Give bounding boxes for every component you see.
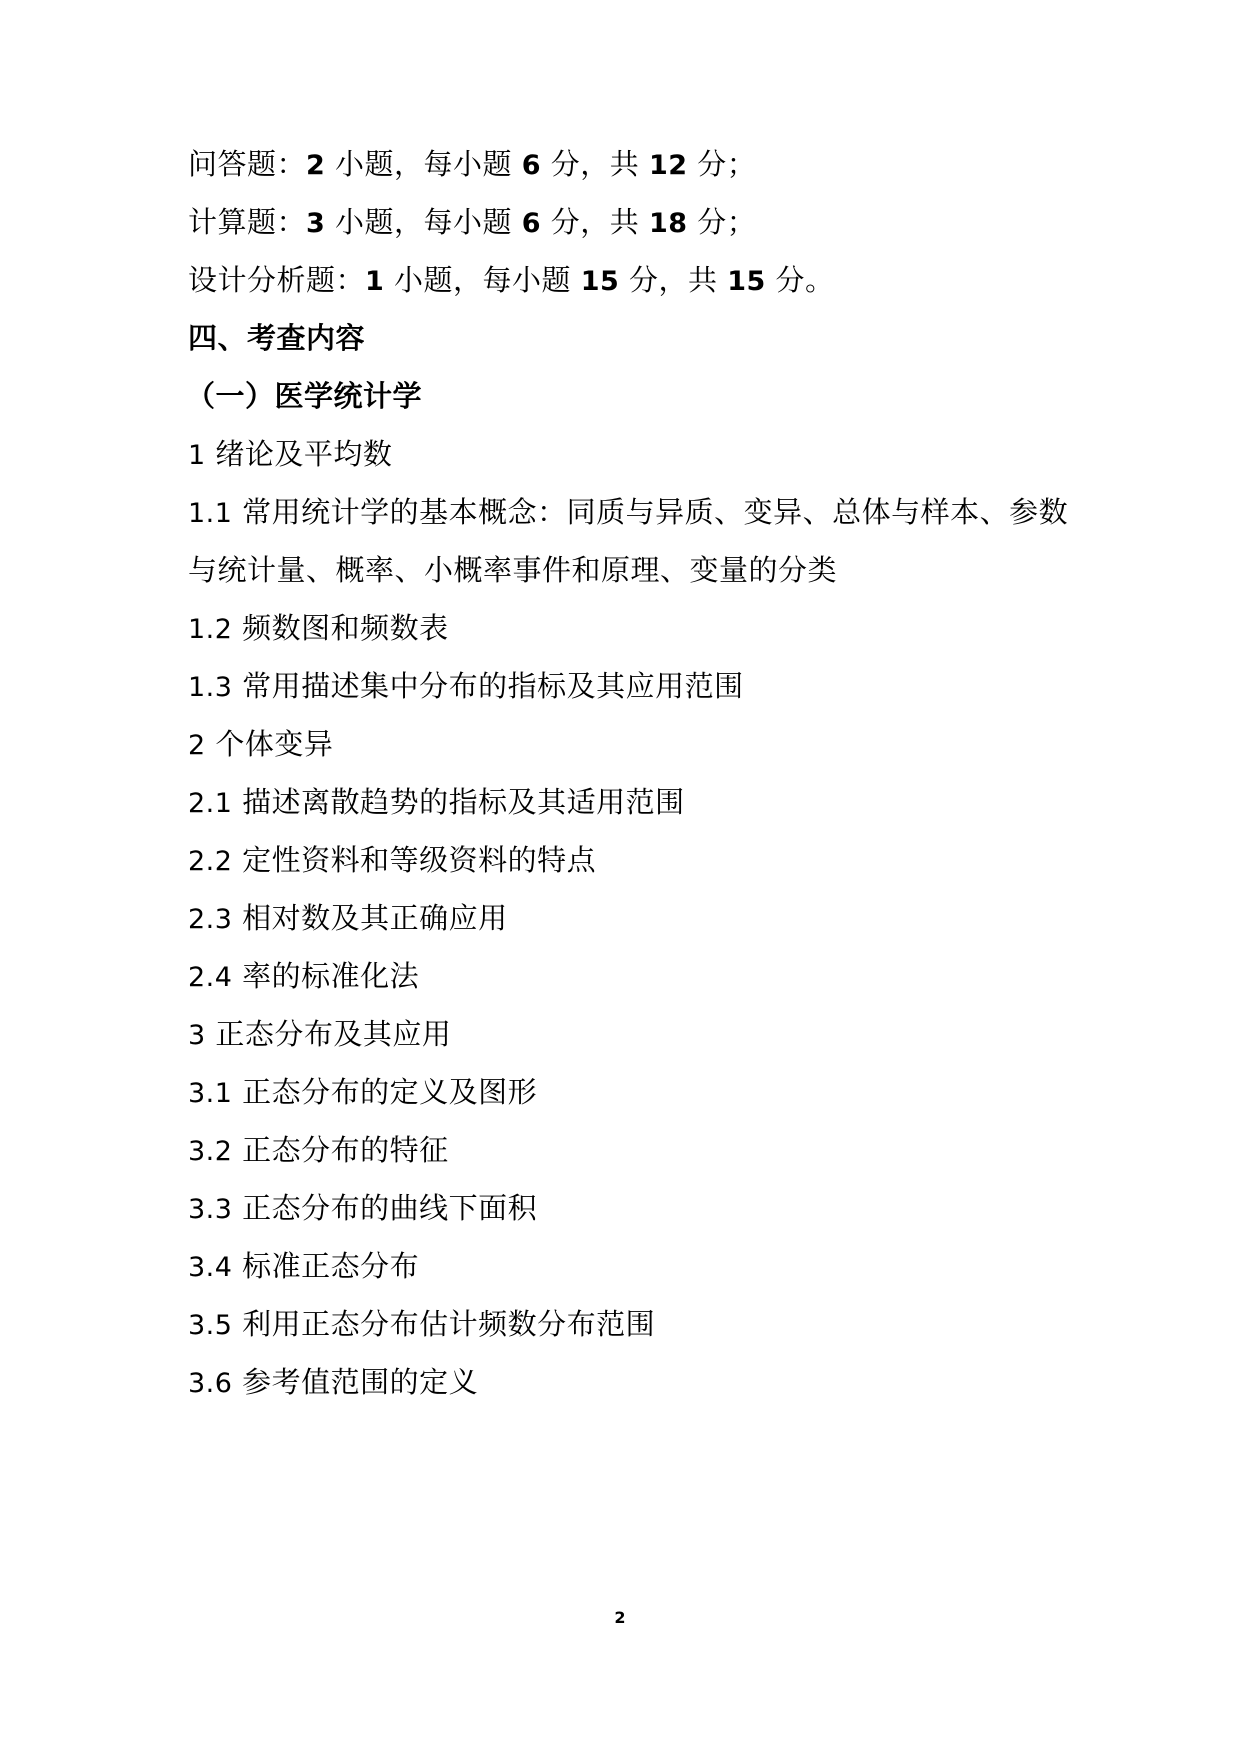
outline-item: [188, 434, 392, 476]
item-text: 常用描述集中分布的指标及其应用范围: [232, 669, 744, 703]
score-line-text: 分，共: [541, 147, 649, 181]
item-text: 标准正态分布: [232, 1249, 420, 1283]
item-text: 利用正态分布估计频数分布范围: [232, 1307, 656, 1341]
item-number: 1.2: [188, 614, 233, 645]
item-text: 与统计量、概率、小概率事件和原理、变量的分类: [188, 553, 838, 587]
item-number: 2.4: [188, 962, 233, 993]
score-line-label: 问答题：: [188, 147, 307, 181]
points-total: 18: [648, 208, 688, 239]
item-text: 正态分布的定义及图形: [232, 1075, 538, 1109]
item-text: 正态分布的特征: [232, 1133, 449, 1167]
outline-item: [188, 724, 333, 766]
item-number: 3.4: [188, 1252, 233, 1283]
question-count: 3: [306, 208, 326, 239]
points-total: 12: [648, 150, 688, 181]
outline-item: [188, 492, 1068, 534]
item-text: 绪论及平均数: [205, 437, 393, 471]
score-line-label: 计算题：: [188, 205, 307, 239]
item-text: 常用统计学的基本概念：同质与异质、变异、总体与样本、参数: [232, 495, 1069, 529]
score-line-design: [188, 260, 835, 302]
outline-item: [188, 1014, 451, 1056]
section-heading: 四、考查内容: [188, 321, 366, 355]
outline-item: [188, 666, 744, 708]
points-each: 15: [580, 266, 620, 297]
item-number: 1.1: [188, 498, 233, 529]
outline-item: [188, 840, 596, 882]
item-text: 相对数及其正确应用: [232, 901, 508, 935]
outline-item: [188, 1304, 655, 1346]
score-line-text: 小题，每小题: [325, 205, 522, 239]
item-number: 3.5: [188, 1310, 233, 1341]
item-number: 3.6: [188, 1368, 233, 1399]
score-line-text: 分；: [687, 205, 757, 239]
outline-item: [188, 898, 508, 940]
points-each: 6: [521, 150, 542, 181]
outline-item: [188, 1072, 537, 1114]
points-total: 15: [727, 266, 766, 297]
item-text: 正态分布的曲线下面积: [232, 1191, 538, 1225]
outline-item: [188, 608, 449, 650]
outline-item: [188, 1362, 478, 1404]
outline-item: [188, 1246, 419, 1288]
question-count: 1: [365, 266, 385, 297]
item-text: 参考值范围的定义: [232, 1365, 479, 1399]
score-line-text: 分，共: [619, 263, 728, 297]
item-text: 频数图和频数表: [232, 611, 449, 645]
item-number: 2: [188, 730, 206, 761]
item-number: 1.3: [188, 672, 233, 703]
score-line-label: 设计分析题：: [188, 263, 366, 297]
item-text: 率的标准化法: [232, 959, 420, 993]
item-number: 3: [188, 1020, 206, 1051]
item-number: 2.2: [188, 846, 233, 877]
item-number: 3.1: [188, 1078, 233, 1109]
item-text: 正态分布及其应用: [205, 1017, 452, 1051]
item-number: 2.3: [188, 904, 233, 935]
item-number: 2.1: [188, 788, 233, 819]
score-line-text: 小题，每小题: [384, 263, 581, 297]
score-line-text: 小题，每小题: [325, 147, 522, 181]
outline-item: [188, 956, 419, 998]
score-line-qa: [188, 144, 756, 186]
score-line-text: 分，共: [541, 205, 649, 239]
outline-item: [188, 1188, 537, 1230]
score-line-text: 分。: [765, 263, 835, 297]
subsection-heading: （一）医学统计学: [186, 379, 423, 413]
item-text: 定性资料和等级资料的特点: [232, 843, 597, 877]
item-number: 1: [188, 440, 206, 471]
question-count: 2: [306, 150, 326, 181]
score-line-calc: [188, 202, 756, 244]
item-text: 个体变异: [205, 727, 334, 761]
outline-item: [188, 1130, 449, 1172]
outline-item-continuation: [188, 550, 837, 592]
outline-item: [188, 782, 685, 824]
item-text: 描述离散趋势的指标及其适用范围: [232, 785, 685, 819]
item-number: 3.3: [188, 1194, 233, 1225]
points-each: 6: [521, 208, 542, 239]
score-line-text: 分；: [687, 147, 757, 181]
page-number: 2: [614, 1608, 626, 1627]
item-number: 3.2: [188, 1136, 233, 1167]
